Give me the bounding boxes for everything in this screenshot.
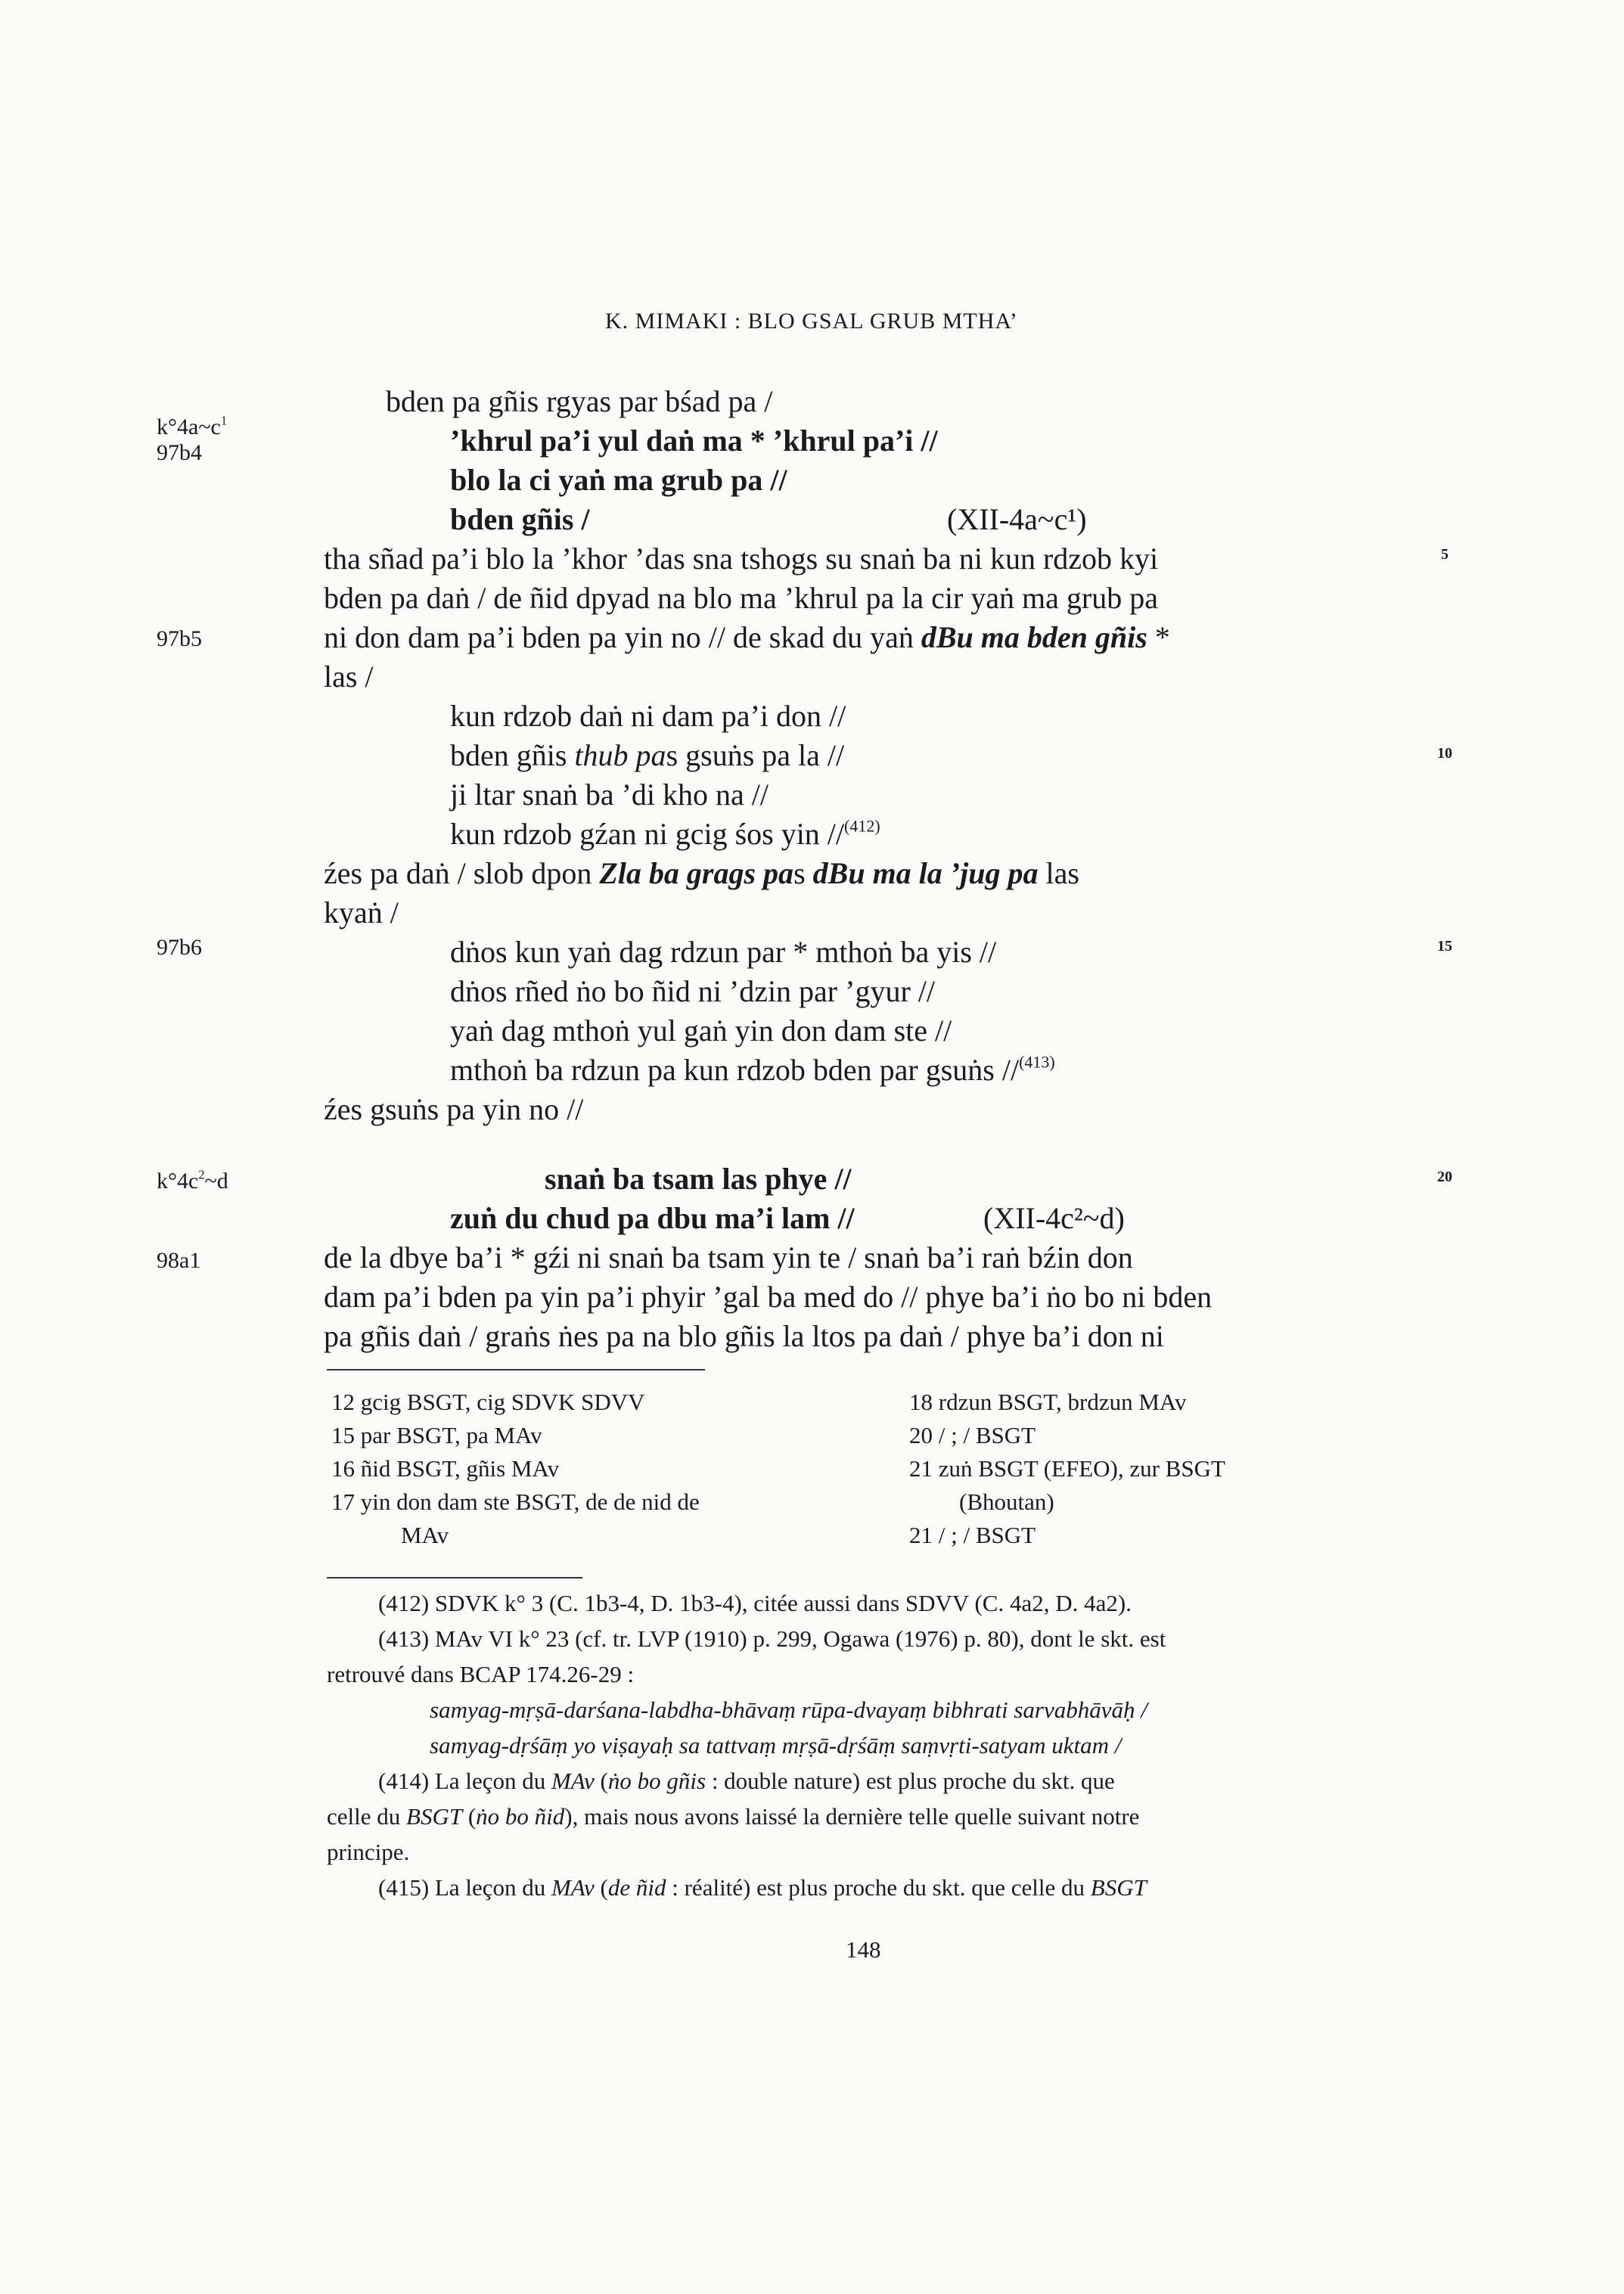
page-number: 148	[846, 1936, 881, 1963]
text-line: las /	[324, 660, 374, 694]
apparatus-entry: 12 gcig BSGT, cig SDVK SDVV	[331, 1389, 645, 1415]
sanskrit-verse: samyag-dṛśāṃ yo viṣayaḥ sa tattvaṃ mṛṣā-dṛśāṃ saṃvṛti-satyam uktam /	[430, 1732, 1122, 1759]
footnote-rule	[327, 1577, 582, 1578]
quote-line: yaṅ dag mthoṅ yul gaṅ yin don dam ste //	[450, 1014, 952, 1048]
running-head: K. MIMAKI : BLO GSAL GRUB MTHA’	[605, 309, 1018, 334]
text-line: ni don dam pa’i bden pa yin no // de skad du yaṅ dBu ma bden gñis *	[324, 620, 1170, 654]
verse-line: ’khrul pa’i yul daṅ ma * ’khrul pa’i //	[450, 424, 938, 458]
quote-line: kun rdzob gźan ni gcig śos yin //$^{(412)}$	[450, 816, 880, 851]
apparatus-entry: 21 / ; / BSGT	[909, 1522, 1036, 1548]
text-line: pa gñis daṅ / graṅs ṅes pa na blo gñis la ltos pa daṅ / phye ba’i don ni	[324, 1319, 1164, 1353]
quote-line: bden gñis thub pas gsuṅs pa la //	[450, 738, 845, 772]
line-number: 20	[1437, 1169, 1452, 1185]
margin-ref: 97b5	[157, 626, 202, 651]
line-number: 15	[1437, 938, 1452, 955]
text-line: dam pa’i bden pa yin pa’i phyir ’gal ba med do // phye ba’i ṅo bo ni bden	[324, 1280, 1213, 1314]
apparatus-entry: 20 / ; / BSGT	[909, 1422, 1036, 1448]
margin-ref: 97b4	[157, 440, 202, 465]
verse-line: zuṅ du chud pa dbu ma’i lam //	[450, 1201, 855, 1235]
footnote-412: (412) SDVK k° 3 (C. 1b3-4, D. 1b3-4), citée aussi dans SDVV (C. 4a2, D. 4a2).	[378, 1590, 1132, 1616]
footnote-414-cont: principe.	[327, 1839, 410, 1865]
quote-line: mthoṅ ba rdzun pa kun rdzob bden par gsuṅs //$^{(413)}$	[450, 1052, 1055, 1087]
line-number: 10	[1437, 745, 1452, 762]
apparatus-entry: MAv	[401, 1522, 449, 1548]
margin-ref: 97b6	[157, 935, 202, 960]
margin-ref: $k^\circ 4c^2\sim d$	[157, 1167, 228, 1194]
verse-reference: (XII-4a~c¹)	[947, 502, 1087, 536]
quote-line: dṅos kun yaṅ dag rdzun par * mthoṅ ba yis //	[450, 935, 997, 969]
apparatus-entry: 15 par BSGT, pa MAv	[331, 1422, 542, 1448]
text-line: de la dbye ba’i * gźi ni snaṅ ba tsam yin te / snaṅ ba’i raṅ bźin don	[324, 1240, 1133, 1274]
footnote-413-cont: retrouvé dans BCAP 174.26-29 :	[327, 1661, 635, 1687]
verse-line: bden gñis /	[450, 502, 590, 536]
apparatus-entry: 16 ñid BSGT, gñis MAv	[331, 1455, 560, 1482]
apparatus-entry: 21 zuṅ BSGT (EFEO), zur BSGT	[909, 1455, 1225, 1482]
text-line: tha sñad pa’i blo la ’khor ’das sna tshogs su snaṅ ba ni kun rdzob kyi	[324, 542, 1159, 576]
verse-line: snaṅ ba tsam las phye //	[545, 1162, 852, 1196]
footnote-414-cont: celle du BSGT (ṅo bo ñid), mais nous avons laissé la dernière telle quelle suivant notre	[327, 1803, 1140, 1830]
footnote-415: (415) La leçon du MAv (de ñid : réalité) est plus proche du skt. que celle du BSGT	[378, 1874, 1147, 1901]
quote-line: dṅos rñed ṅo bo ñid ni ’dzin par ’gyur //	[450, 974, 935, 1008]
quote-line: kun rdzob daṅ ni dam pa’i don //	[450, 699, 846, 733]
quote-line: ji ltar snaṅ ba ’di kho na //	[450, 778, 769, 812]
verse-reference: (XII-4c²~d)	[983, 1201, 1125, 1235]
text-line: bden pa gñis rgyas par bśad pa /	[386, 384, 773, 418]
apparatus-entry: 18 rdzun BSGT, brdzun MAv	[909, 1389, 1187, 1415]
text-line: źes pa daṅ / slob dpon Zla ba grags pas dBu ma la ’jug pa las	[324, 856, 1079, 890]
footnote-414: (414) La leçon du MAv (ṅo bo gñis : double nature) est plus proche du skt. que	[378, 1768, 1115, 1794]
text-line: źes gsuṅs pa yin no //	[324, 1092, 584, 1126]
text-line: kyaṅ /	[324, 896, 399, 930]
apparatus-entry: 17 yin don dam ste BSGT, de de nid de	[331, 1488, 700, 1515]
footnote-413: (413) MAv VI k° 23 (cf. tr. LVP (1910) p. 299, Ogawa (1976) p. 80), dont le skt. est	[378, 1625, 1166, 1652]
sanskrit-verse: samyag-mṛṣā-darśana-labdha-bhāvaṃ rūpa-dvayaṃ bibhrati sarvabhāvāḥ /	[430, 1696, 1147, 1723]
apparatus-entry: (Bhoutan)	[959, 1488, 1054, 1515]
line-number: 5	[1441, 546, 1449, 563]
text-line: bden pa daṅ / de ñid dpyad na blo ma ’khrul pa la cir yaṅ ma grub pa	[324, 581, 1158, 615]
margin-ref: 98a1	[157, 1248, 201, 1273]
verse-line: blo la ci yaṅ ma grub pa //	[450, 463, 787, 497]
apparatus-rule	[327, 1369, 705, 1371]
margin-ref: $k^\circ 4a\sim c^1$	[157, 413, 228, 439]
